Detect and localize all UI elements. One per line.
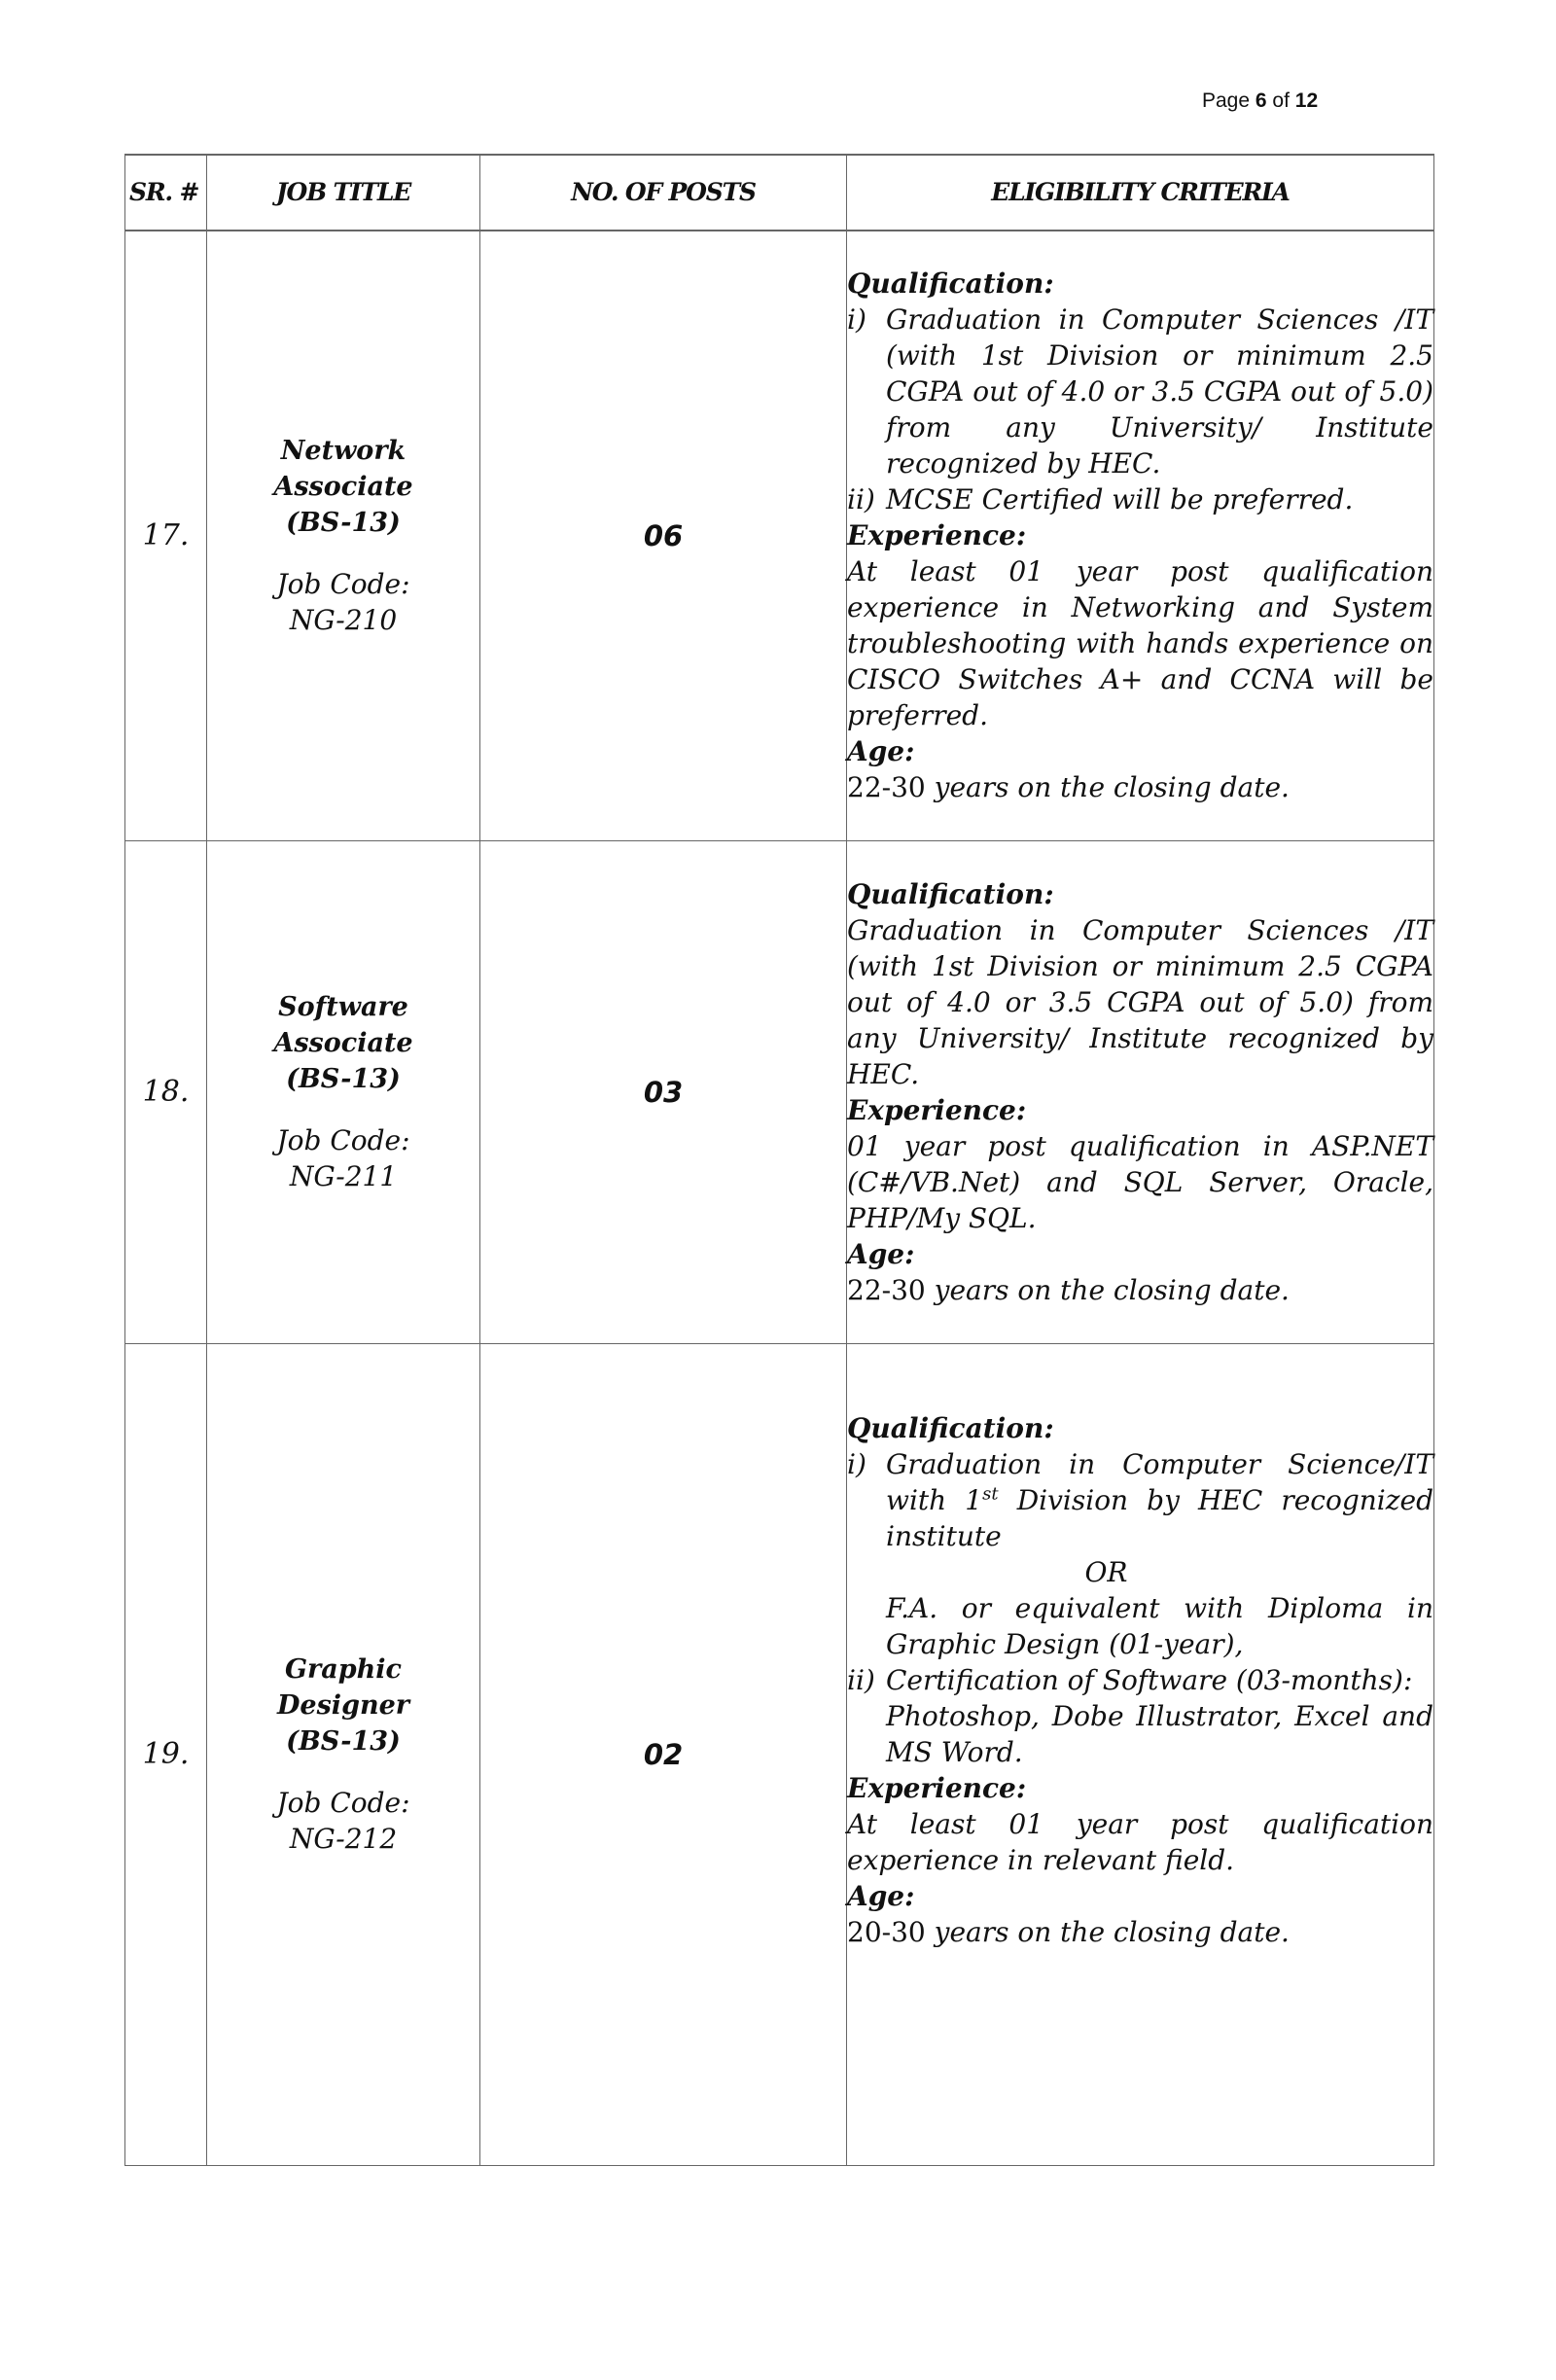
age-text [847, 1914, 1433, 1950]
item-number: i) [847, 1447, 866, 1480]
item-text-part: Certification of Software (03-months): [886, 1663, 1413, 1696]
age-text [847, 769, 1433, 805]
header-criteria: ELIGIBILITY CRITERIA [847, 155, 1434, 231]
table-header-row [125, 155, 1434, 231]
job-title-line: Associate [273, 472, 413, 503]
age-text [847, 1272, 1433, 1308]
experience-text: 01 year post qualification in ASP.NET (C#/VB.Net) and SQL Server, Oracle, PHP/My SQL. [847, 1129, 1433, 1234]
page-prefix: Page [1202, 89, 1251, 112]
item-number: ii) [847, 483, 875, 516]
item-text-part: F.A. or equivalent with Diploma in Graphic Design (01-year), [886, 1591, 1433, 1660]
job-code: NG-211 [289, 1160, 398, 1192]
page-total: 12 [1294, 89, 1319, 112]
job-title-line: Software [278, 992, 408, 1022]
job-title-line: Graphic [285, 1654, 402, 1685]
row-criteria [847, 1343, 1434, 2165]
row-criteria [847, 231, 1434, 840]
item-text [886, 1662, 1433, 1770]
header-posts: NO. OF POSTS [480, 155, 847, 231]
row-posts: 02 [480, 1343, 847, 2165]
item-text: MCSE Certified will be preferred. [886, 483, 1354, 516]
header-sr: SR. # [125, 155, 207, 231]
job-code: NG-210 [289, 604, 398, 637]
qualification-text: Graduation in Computer Sciences /IT (with 1st Division or minimum 2.5 CGPA out of 4.0 or 3.5 CGPA out of 5.0) from any University/ Institute recognized by HEC. [847, 913, 1433, 1090]
jobs-table [124, 154, 1434, 2166]
item-number: i) [847, 303, 866, 337]
row-sr: 17. [125, 231, 207, 840]
job-code-label: Job Code: [276, 568, 410, 601]
qualification-item [847, 1446, 1433, 1662]
row-job-title [207, 231, 480, 840]
table-row [125, 1343, 1434, 2165]
age-range: 22-30 [847, 771, 926, 804]
row-posts: 03 [480, 840, 847, 1343]
qualification-label: Qualification: [847, 267, 1054, 301]
item-text-part: Graduation in Computer Science/IT with 1 [886, 1447, 1433, 1516]
row-sr: 19. [125, 1343, 207, 2165]
or-separator: OR [1084, 1555, 1128, 1588]
experience-label: Experience: [847, 1771, 1027, 1804]
qualification-item [847, 481, 1433, 517]
qualification-label: Qualification: [847, 1411, 1054, 1444]
item-text [886, 1446, 1433, 1662]
age-range: 22-30 [847, 1273, 926, 1306]
age-label: Age: [847, 735, 915, 768]
table-row [125, 231, 1434, 840]
row-sr: 18. [125, 840, 207, 1343]
table-row [125, 840, 1434, 1343]
page-number [1202, 89, 1318, 113]
experience-text: At least 01 year post qualification experience in relevant field. [847, 1807, 1433, 1876]
job-title-line: Network [280, 436, 407, 467]
row-criteria [847, 840, 1434, 1343]
row-job-title [207, 840, 480, 1343]
age-suffix: years on the closing date. [934, 1273, 1290, 1306]
qualification-label: Qualification: [847, 877, 1054, 910]
job-code-label: Job Code: [276, 1124, 410, 1156]
superscript: st [982, 1483, 999, 1505]
job-code: NG-212 [289, 1823, 398, 1855]
page-current: 6 [1255, 89, 1267, 112]
page-of: of [1272, 89, 1290, 112]
experience-label: Experience: [847, 519, 1027, 552]
age-label: Age: [847, 1237, 915, 1270]
item-number: ii) [847, 1663, 875, 1696]
job-grade: (BS-13) [286, 1064, 401, 1094]
experience-label: Experience: [847, 1093, 1027, 1126]
qualification-item [847, 302, 1433, 481]
job-grade: (BS-13) [286, 1726, 401, 1757]
header-job-title: JOB TITLE [207, 155, 480, 231]
item-text: Graduation in Computer Sciences /IT (with 1st Division or minimum 2.5 CGPA out of 4.0 or 3.5 CGPA out of 5.0) from any University/ Institute recognized by HEC. [886, 303, 1433, 480]
age-label: Age: [847, 1879, 915, 1912]
qualification-item [847, 1662, 1433, 1770]
experience-text: At least 01 year post qualification experience in Networking and System troubleshooting with hands experience on CISCO Switches A+ and CCNA will be preferred. [847, 555, 1433, 732]
item-text-part: Division by HEC recognized institute [886, 1483, 1434, 1552]
job-title-line: Associate [273, 1028, 413, 1058]
row-job-title [207, 1343, 480, 2165]
item-text-part: Photoshop, Dobe Illustrator, Excel and MS Word. [886, 1699, 1433, 1768]
age-suffix: years on the closing date. [934, 771, 1290, 804]
row-posts: 06 [480, 231, 847, 840]
age-suffix: years on the closing date. [934, 1915, 1290, 1948]
job-grade: (BS-13) [286, 508, 401, 539]
job-code-label: Job Code: [276, 1787, 410, 1819]
age-range: 20-30 [847, 1915, 926, 1948]
job-title-line: Designer [277, 1690, 409, 1721]
